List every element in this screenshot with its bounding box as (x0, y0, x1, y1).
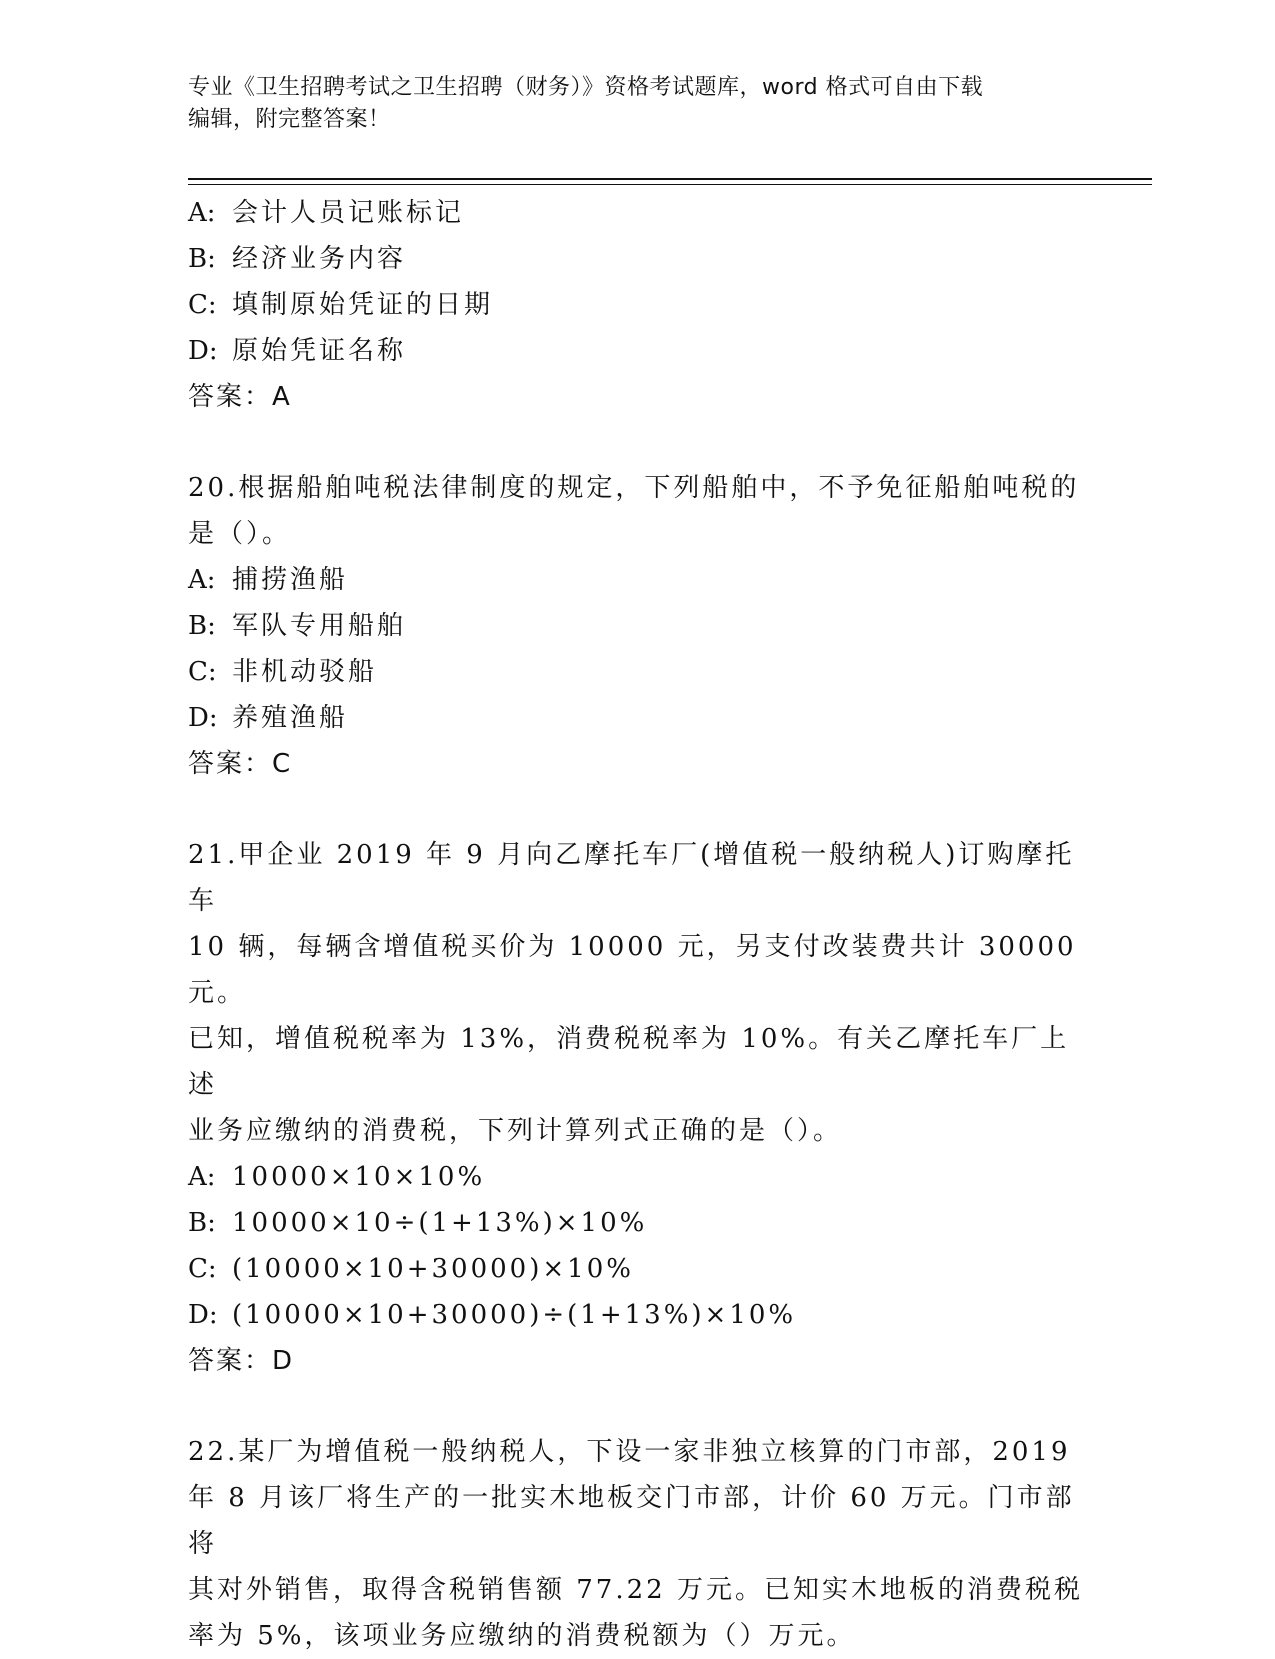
question-text-line: 22.某厂为增值税一般纳税人，下设一家非独立核算的门市部，2019 (188, 1437, 1071, 1467)
question-text-line: 年 8 月该厂将生产的一批实木地板交门市部，计价 60 万元。门市部将 (188, 1483, 1075, 1559)
question-text-line: 其对外销售，取得含税销售额 77.22 万元。已知实木地板的消费税税 (188, 1575, 1083, 1605)
option-text: 养殖渔船 (232, 703, 349, 733)
option-b (188, 603, 1088, 649)
question-19 (188, 190, 1088, 420)
option-b (188, 1200, 1088, 1246)
option-text: 会计人员记账标记 (232, 198, 465, 228)
option-d (188, 1292, 1088, 1338)
header-line-1: 专业《卫生招聘考试之卫生招聘（财务）》资格考试题库，word 格式可自由下载 (188, 75, 984, 100)
option-text: (10000×10+30000)×10% (232, 1254, 634, 1284)
question-22 (188, 1429, 1088, 1659)
question-text-line: 20.根据船舶吨税法律制度的规定，下列船舶中，不予免征船舶吨税的 (188, 473, 1080, 503)
question-text-line: 10 辆，每辆含增值税买价为 10000 元，另支付改装费共计 30000 元。 (188, 932, 1077, 1008)
document-header (188, 72, 1088, 136)
option-c (188, 282, 1088, 328)
answer-line: 答案：C (188, 749, 293, 779)
option-c (188, 1246, 1088, 1292)
option-key: A: (188, 1162, 216, 1192)
question-20 (188, 465, 1088, 787)
option-key: B: (188, 611, 216, 641)
option-key: B: (188, 1208, 216, 1238)
option-text: 填制原始凭证的日期 (232, 290, 494, 320)
option-d (188, 328, 1088, 374)
option-key: D: (188, 1300, 218, 1330)
question-text-line: 21.甲企业 2019 年 9 月向乙摩托车厂(增值税一般纳税人)订购摩托车 (188, 840, 1075, 916)
option-d (188, 695, 1088, 741)
option-text: 军队专用船舶 (232, 611, 407, 641)
answer-line: 答案：A (188, 382, 292, 412)
option-key: C: (188, 1254, 217, 1284)
option-a (188, 1154, 1088, 1200)
question-text-line: 率为 5%，该项业务应缴纳的消费税额为（）万元。 (188, 1621, 856, 1651)
question-21 (188, 832, 1088, 1384)
question-text-line: 已知，增值税税率为 13%，消费税税率为 10%。有关乙摩托车厂上述 (188, 1024, 1070, 1100)
option-text: 原始凭证名称 (232, 336, 407, 366)
option-key: C: (188, 290, 217, 320)
header-divider-thin (188, 184, 1152, 185)
option-c (188, 649, 1088, 695)
option-text: 10000×10÷(1+13%)×10% (232, 1208, 648, 1238)
option-key: A: (188, 198, 216, 228)
option-key: D: (188, 703, 218, 733)
document-body (188, 190, 1088, 1659)
option-text: 10000×10×10% (232, 1162, 486, 1192)
option-a (188, 190, 1088, 236)
option-b (188, 236, 1088, 282)
header-divider-thick (188, 178, 1152, 180)
option-key: D: (188, 336, 218, 366)
header-line-2: 编辑，附完整答案！ (188, 107, 391, 132)
option-key: B: (188, 244, 216, 274)
answer-line: 答案：D (188, 1346, 295, 1376)
question-text-line: 业务应缴纳的消费税，下列计算列式正确的是（）。 (188, 1116, 843, 1146)
question-text-line: 是（）。 (188, 519, 292, 549)
option-text: (10000×10+30000)÷(1+13%)×10% (232, 1300, 797, 1330)
option-key: C: (188, 657, 217, 687)
option-text: 经济业务内容 (232, 244, 407, 274)
option-text: 非机动驳船 (232, 657, 378, 687)
option-key: A: (188, 565, 216, 595)
option-a (188, 557, 1088, 603)
option-text: 捕捞渔船 (232, 565, 349, 595)
